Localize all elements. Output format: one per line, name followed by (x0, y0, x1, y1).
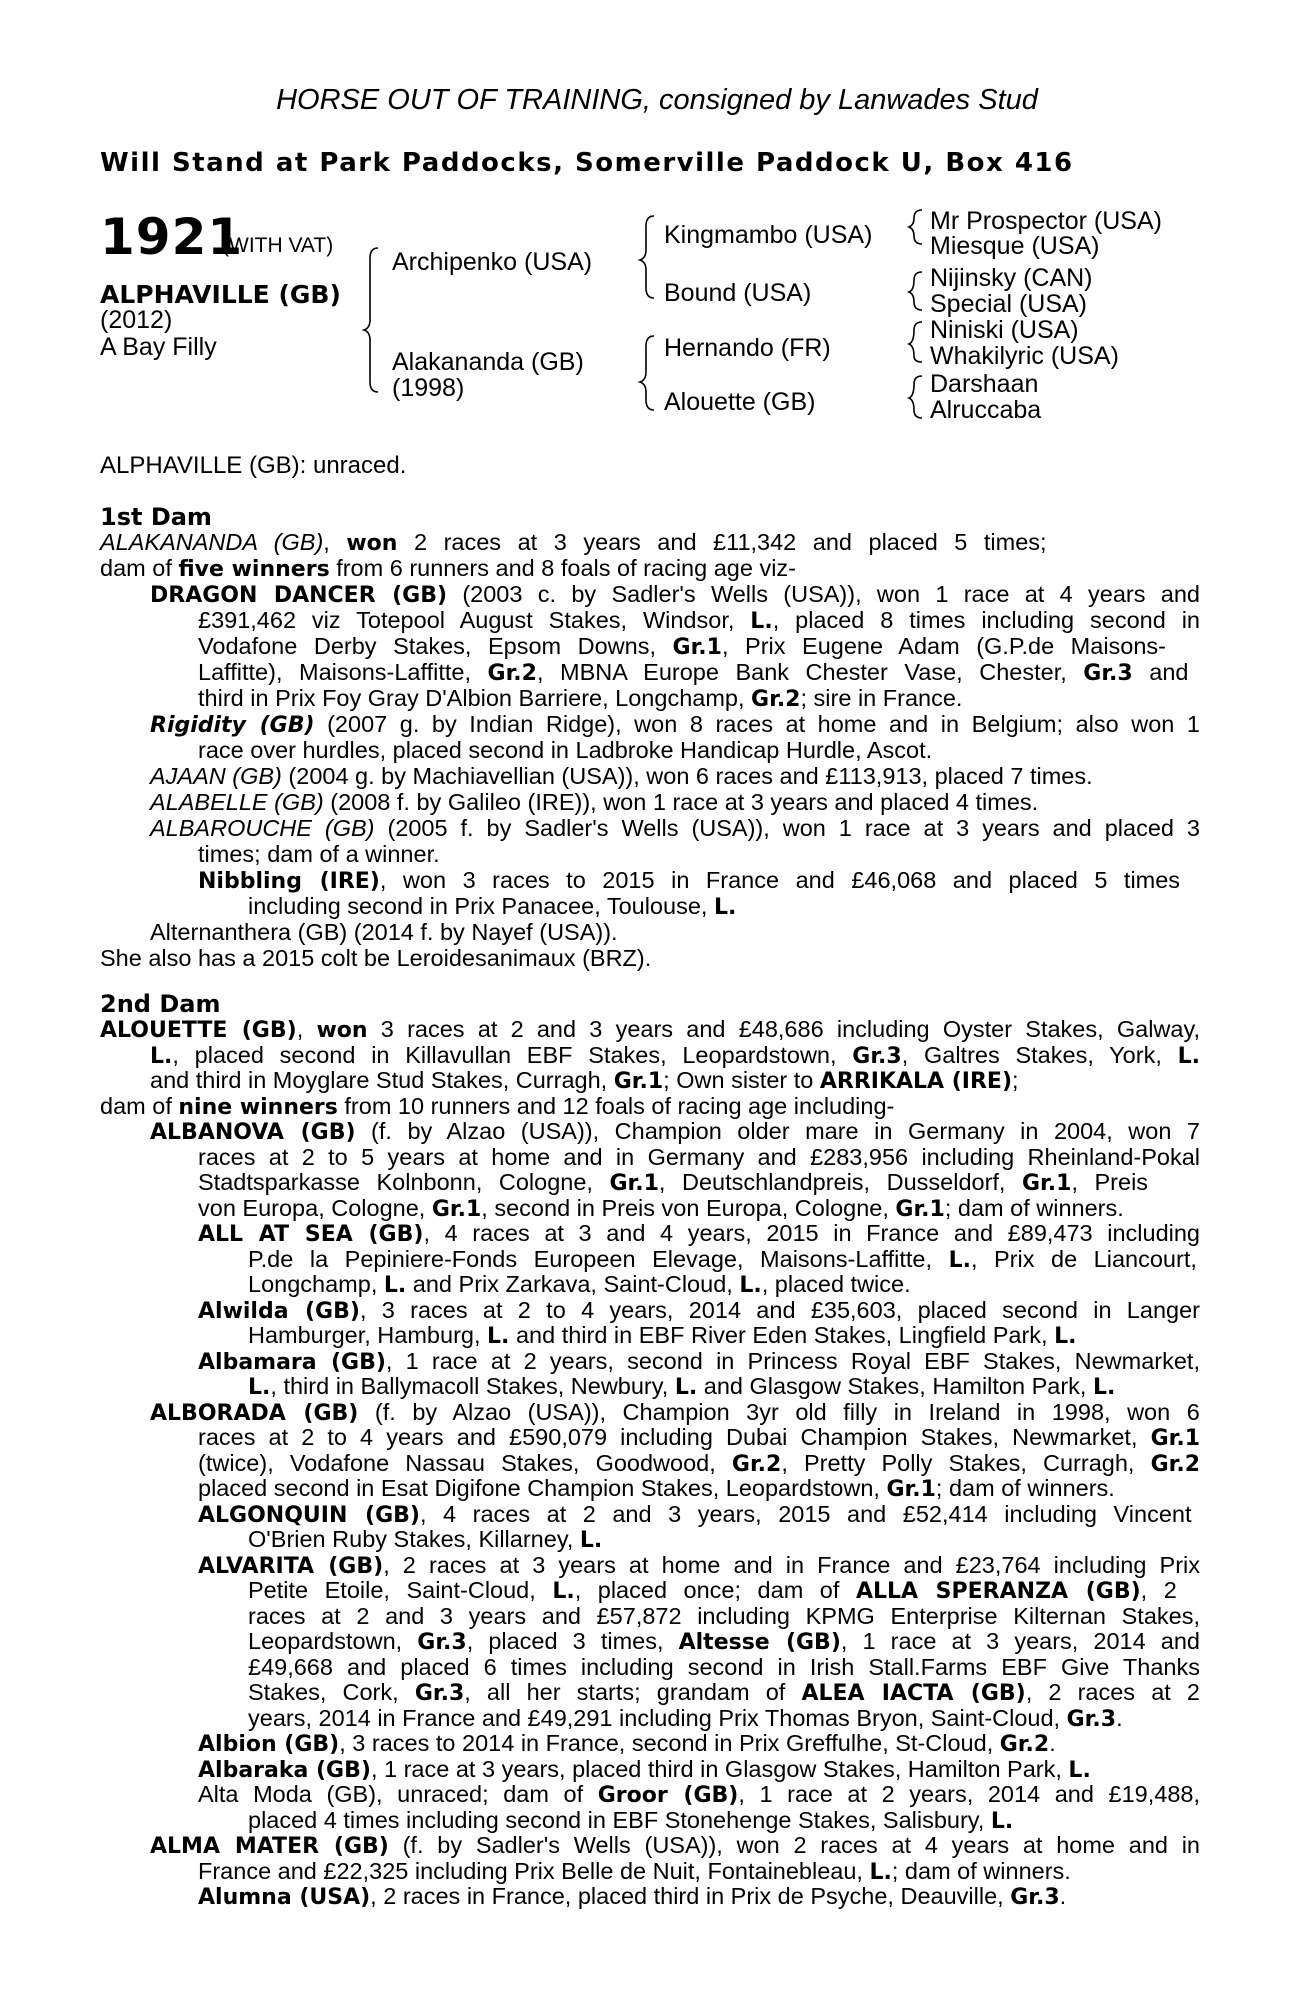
second-dam-line (198, 1475, 1115, 1503)
text-run: Alta Moda (GB), unraced; dam of (198, 1781, 598, 1807)
emphasis-run: won (346, 531, 398, 556)
pedigree-gen3-6: Whakilyric (USA) (930, 342, 1119, 370)
emphasis-run: Gr.2 (751, 687, 801, 712)
emphasis-run: Gr.1 (1022, 1171, 1072, 1196)
emphasis-run: Albamara (GB) (198, 1349, 386, 1375)
text-run: , Galtres Stakes, York, (901, 1041, 1178, 1068)
text-run: dam of (100, 1092, 179, 1119)
second-dam-line (198, 1883, 1066, 1911)
emphasis-run: Alumna (USA) (198, 1885, 371, 1910)
lot-number: 1921 (100, 208, 244, 266)
emphasis-run: nine winners (178, 1094, 338, 1120)
text-run: , second in Preis von Europa, Cologne, (481, 1194, 896, 1221)
text-run: years, 2014 in France and £49,291 including Prix Thomas Bryon, Saint-Cloud, (248, 1704, 1067, 1731)
second-dam-line (198, 1450, 1200, 1478)
second-dam-heading: 2nd Dam (100, 990, 221, 1018)
first-dam-line (150, 581, 1200, 609)
first-dam-line (198, 659, 1188, 687)
pedigree-dam-year: (1998) (392, 374, 465, 402)
text-run: placed second in Esat Digifone Champion Stakes, Leopardstown, (198, 1475, 887, 1501)
text-run: 2 races at 3 years and £11,342 and placed 5 times; (397, 529, 1047, 555)
text-run: and Prix Zarkava, Saint-Cloud, (406, 1271, 740, 1297)
second-dam-line (248, 1577, 1177, 1605)
emphasis-run: Gr.2 (1150, 1451, 1200, 1477)
first-dam-line (150, 763, 1093, 789)
text-run: ; (1012, 1067, 1019, 1093)
horse-name: ALPHAVILLE (GB) (100, 280, 341, 309)
emphasis-run: L. (248, 1375, 271, 1400)
text-run: Hamburger, Hamburg, (248, 1322, 488, 1348)
text-run: times; dam of a winner. (198, 841, 440, 867)
emphasis-run: ALEA IACTA (GB) (801, 1681, 1026, 1706)
emphasis-run: Gr.1 (613, 1069, 664, 1094)
emphasis-run: ALMA MATER (GB) (150, 1834, 389, 1859)
first-dam-heading: 1st Dam (100, 503, 212, 531)
text-run: O'Brien Ruby Stakes, Killarney, (248, 1526, 580, 1552)
text-run: . (1049, 1730, 1056, 1756)
second-dam-line (150, 1399, 1200, 1427)
text-run: (2004 g. by Machiavellian (USA)), won 6 races and £113,913, placed 7 times. (281, 763, 1093, 789)
text-run: races at 2 to 4 years and £590,079 including Dubai Champion Stakes, Newmarket, (198, 1424, 1151, 1450)
text-run: and (1132, 659, 1189, 685)
pedigree-gen3-7: Darshaan (930, 370, 1039, 398)
emphasis-run: Gr.2 (487, 661, 537, 686)
emphasis-run: Gr.3 (414, 1681, 465, 1706)
text-run: P.de la Pepiniere-Fonds Europeen Elevage, Maisons-Laffitte, (248, 1245, 949, 1272)
text-run: , 1 race at 2 years, second in Princess Royal EBF Stakes, Newmarket, (385, 1347, 1200, 1374)
text-run: , 1 race at 2 years, 2014 and £19,488, (738, 1781, 1200, 1807)
first-dam-line (198, 841, 440, 867)
race-record: ALPHAVILLE (GB): unraced. (100, 452, 407, 479)
first-dam-line (150, 919, 618, 945)
emphasis-run: Rigidity (GB) (150, 713, 315, 738)
pedigree-gen3-2: Miesque (USA) (930, 232, 1100, 260)
text-run: (2007 g. by Indian Ridge), won 8 races at home and in Belgium; also won 1 (314, 711, 1200, 737)
text-run: 3 races at 2 and 3 years and £48,686 including Oyster Stakes, Galway, (367, 1016, 1200, 1042)
emphasis-run: Gr.1 (431, 1196, 482, 1222)
text-run: She also has a 2015 colt be Leroidesanimaux (BRZ). (100, 945, 652, 971)
text-run: Leopardstown, (248, 1628, 418, 1654)
stand-location: Will Stand at Park Paddocks, Somerville Paddock U, Box 416 (100, 148, 1074, 178)
text-run: third in Prix Foy Gray D'Albion Barriere, Longchamp, (198, 685, 752, 711)
text-run: , placed twice. (761, 1271, 911, 1297)
emphasis-run: Gr.2 (999, 1732, 1050, 1757)
pedigree-gen3-8: Alruccaba (930, 396, 1042, 424)
text-run: , won 3 races to 2015 in France and £46,068 and placed 5 times (379, 867, 1181, 893)
text-run: , Prix Eugene Adam (G.P.de Maisons- (721, 633, 1167, 659)
text-run: ; sire in France. (800, 685, 963, 711)
text-run: ; dam of winners. (891, 1857, 1071, 1884)
first-dam-line (150, 711, 1200, 739)
second-dam-line (150, 1042, 1200, 1070)
second-dam-line (198, 1297, 1200, 1325)
first-dam-line (198, 737, 932, 763)
text-run: , 4 races at 2 and 3 years, 2015 and £52,414 including Vincent (419, 1500, 1192, 1527)
second-dam-line (198, 1756, 1091, 1784)
second-dam-line (150, 1067, 1019, 1095)
second-dam-line (198, 1195, 1124, 1223)
second-dam-line (198, 1220, 1200, 1248)
text-run: , Prix de Liancourt, (970, 1245, 1197, 1272)
text-run: , (323, 529, 347, 555)
second-dam-line (198, 1169, 1148, 1197)
emphasis-run: Gr.3 (852, 1043, 902, 1069)
emphasis-run: won (316, 1018, 368, 1043)
emphasis-run: L. (739, 1273, 762, 1298)
emphasis-run: Altesse (GB) (678, 1630, 841, 1655)
text-run: , 3 races to 2014 in France, second in Prix Greffulhe, St-Cloud, (339, 1730, 1000, 1756)
emphasis-run: Albion (GB) (198, 1732, 340, 1757)
second-dam-line (248, 1246, 1197, 1274)
text-run: Stadtsparkasse Kolnbonn, Cologne, (198, 1169, 610, 1195)
second-dam-line (198, 1552, 1200, 1580)
emphasis-run: ALABELLE (GB) (150, 789, 324, 815)
emphasis-run: L. (1068, 1757, 1091, 1783)
text-run: £49,668 and placed 6 times including second in Irish Stall.Farms EBF Give Thanks (248, 1653, 1200, 1680)
emphasis-run: L. (674, 1375, 698, 1400)
emphasis-run: L. (150, 1043, 173, 1069)
text-run: Alternanthera (GB) (2014 f. by Nayef (USA)). (150, 919, 618, 945)
second-dam-line (198, 1144, 1200, 1170)
emphasis-run: DRAGON DANCER (GB) (150, 583, 448, 608)
text-run: (2005 f. by Sadler's Wells (USA)), won 1 race at 3 years and placed 3 (374, 815, 1200, 841)
emphasis-run: ALAKANANDA (GB) (100, 529, 324, 555)
second-dam-line (100, 1093, 894, 1121)
text-run: (2003 c. by Sadler's Wells (USA)), won 1 race at 4 years and (447, 581, 1200, 607)
text-run: from 6 runners and 8 foals of racing age viz- (329, 555, 796, 581)
second-dam-line (248, 1654, 1200, 1680)
text-run: from 10 runners and 12 foals of racing age including- (337, 1092, 895, 1119)
pedigree-sire-dam: Bound (USA) (664, 279, 812, 307)
emphasis-run: L. (552, 1579, 575, 1604)
text-run: Vodafone Derby Stakes, Epsom Downs, (198, 633, 673, 659)
second-dam-line (198, 1858, 1071, 1886)
emphasis-run: L. (713, 895, 737, 920)
text-run: and third in Moyglare Stud Stakes, Curragh, (150, 1067, 614, 1093)
text-run: , 2 races in France, placed third in Prix de Psyche, Deauville, (370, 1883, 1011, 1909)
text-run: , (296, 1016, 317, 1042)
emphasis-run: Gr.1 (1150, 1426, 1200, 1451)
second-dam-line (248, 1628, 1200, 1656)
horse-year: (2012) (100, 306, 173, 334)
emphasis-run: ARRIKALA (IRE) (819, 1069, 1013, 1094)
text-run: . (1059, 1883, 1067, 1909)
text-run: , MBNA Europe Bank Chester Vase, Chester, (536, 659, 1084, 685)
vat-note: (WITH VAT) (222, 234, 334, 257)
pedigree-gen3-1: Mr Prospector (USA) (930, 207, 1162, 235)
second-dam-line (248, 1679, 1200, 1707)
text-run: ; Own sister to (663, 1067, 820, 1093)
page-title: HORSE OUT OF TRAINING, consigned by Lanwades Stud (276, 84, 1038, 116)
text-run: dam of (100, 555, 179, 581)
second-dam-line (198, 1348, 1200, 1376)
text-run: Stakes, Cork, (248, 1679, 415, 1705)
text-run: , 1 race at 3 years, placed third in Glasgow Stakes, Hamilton Park, (370, 1755, 1069, 1782)
text-run: races at 2 and 3 years and £57,872 including KPMG Enterprise Kilternan Stakes, (248, 1602, 1200, 1629)
first-dam-line (150, 789, 1038, 815)
second-dam-line (198, 1781, 1200, 1809)
horse-description: A Bay Filly (100, 333, 217, 361)
text-run: , placed 3 times, (466, 1628, 679, 1654)
emphasis-run: ALBAROUCHE (GB) (150, 815, 375, 841)
text-run: and third in EBF River Eden Stakes, Lingfield Park, (509, 1322, 1055, 1348)
text-run: Laffitte), Maisons-Laffitte, (198, 659, 488, 685)
first-dam-line (198, 685, 962, 713)
text-run: , 2 (1140, 1577, 1177, 1603)
second-dam-line (248, 1705, 1123, 1733)
emphasis-run: L. (1092, 1375, 1116, 1400)
pedigree-gen3-5: Niniski (USA) (930, 316, 1079, 344)
emphasis-run: Gr.1 (609, 1171, 659, 1196)
text-run: (twice), Vodafone Nassau Stakes, Goodwood, (198, 1449, 732, 1476)
emphasis-run: Gr.3 (417, 1630, 467, 1655)
text-run: including second in Prix Panacee, Toulouse, (248, 893, 714, 919)
emphasis-run: Albaraka (GB) (198, 1757, 371, 1783)
emphasis-run: ALGONQUIN (GB) (198, 1502, 420, 1528)
emphasis-run: Gr.1 (886, 1477, 936, 1502)
text-run: France and £22,325 including Prix Belle de Nuit, Fontainebleau, (198, 1857, 870, 1884)
emphasis-run: L. (948, 1247, 971, 1273)
text-run: , all her starts; grandam of (464, 1679, 802, 1705)
text-run: (f. by Alzao (USA)), Champion older mare in Germany in 2004, won 7 (355, 1118, 1200, 1144)
pedigree-sire: Archipenko (USA) (392, 248, 593, 276)
emphasis-run: Groor (GB) (597, 1783, 739, 1808)
text-run: £391,462 viz Totepool August Stakes, Windsor, (198, 607, 751, 633)
emphasis-run: L. (1177, 1043, 1200, 1069)
text-run: , placed second in Killavullan EBF Stakes, Leopardstown, (172, 1041, 853, 1068)
emphasis-run: Gr.3 (1066, 1706, 1117, 1732)
second-dam-line (150, 1118, 1200, 1146)
pedigree-gen3-3: Nijinsky (CAN) (930, 264, 1093, 292)
emphasis-run: ALBORADA (GB) (150, 1400, 359, 1426)
text-run: placed 4 times including second in EBF Stonehenge Stakes, Salisbury, (248, 1806, 991, 1833)
emphasis-run: Alwilda (GB) (198, 1298, 360, 1324)
emphasis-run: L. (750, 609, 773, 634)
emphasis-run: Nibbling (IRE) (198, 869, 380, 894)
second-dam-line (248, 1603, 1200, 1629)
first-dam-line (150, 815, 1200, 841)
text-run: ; dam of winners. (944, 1194, 1124, 1221)
emphasis-run: L. (1054, 1324, 1077, 1349)
emphasis-run: L. (990, 1808, 1014, 1834)
emphasis-run: Gr.2 (731, 1451, 782, 1477)
emphasis-run: L. (487, 1324, 510, 1349)
second-dam-line (198, 1501, 1192, 1529)
emphasis-run: ALVARITA (GB) (198, 1553, 384, 1579)
text-run: , Preis (1071, 1169, 1149, 1195)
emphasis-run: L. (383, 1273, 407, 1298)
text-run: , Pretty Polly Stakes, Curragh, (781, 1449, 1151, 1476)
text-run: (f. by Sadler's Wells (USA)), won 2 races at 4 years at home and in (388, 1832, 1201, 1858)
second-dam-line (248, 1373, 1115, 1401)
first-dam-line (248, 893, 736, 921)
text-run: , Deutschlandpreis, Dusseldorf, (658, 1169, 1022, 1195)
emphasis-run: Gr.3 (1010, 1885, 1060, 1910)
text-run: , placed 8 times including second in (772, 607, 1200, 633)
emphasis-run: L. (579, 1528, 603, 1553)
text-run: . (1116, 1704, 1123, 1731)
text-run: Petite Etoile, Saint-Cloud, (248, 1577, 553, 1603)
emphasis-run: ALOUETTE (GB) (100, 1018, 297, 1043)
emphasis-run: ALBANOVA (GB) (150, 1120, 356, 1145)
pedigree-sire-sire: Kingmambo (USA) (664, 221, 873, 249)
text-run: , 1 race at 3 years, 2014 and (840, 1628, 1201, 1654)
text-run: , 4 races at 3 and 4 years, 2015 in France and £89,473 including (423, 1220, 1200, 1246)
emphasis-run: ALLA SPERANZA (GB) (855, 1579, 1141, 1604)
text-run: ; dam of winners. (935, 1475, 1115, 1501)
text-run: Longchamp, (248, 1271, 384, 1297)
first-dam-line (100, 529, 1047, 557)
first-dam-line (100, 555, 796, 583)
first-dam-line (198, 633, 1166, 661)
second-dam-line (248, 1526, 602, 1554)
text-run: , third in Ballymacoll Stakes, Newbury, (270, 1373, 675, 1399)
pedigree-dam-sire: Hernando (FR) (664, 334, 831, 362)
second-dam-line (198, 1424, 1200, 1452)
second-dam-line (150, 1832, 1200, 1860)
emphasis-run: L. (869, 1859, 892, 1885)
text-run: , 3 races at 2 to 4 years, 2014 and £35,603, placed second in Langer (359, 1296, 1200, 1323)
pedigree-gen3-4: Special (USA) (930, 290, 1087, 318)
second-dam-line (198, 1730, 1056, 1758)
text-run: , 2 races at 3 years at home and in France and £23,764 including Prix (383, 1551, 1201, 1578)
first-dam-line (100, 945, 651, 971)
text-run: , 2 races at 2 (1025, 1679, 1200, 1705)
emphasis-run: Gr.1 (672, 635, 722, 660)
first-dam-line (198, 867, 1180, 895)
emphasis-run: five winners (178, 557, 330, 582)
text-run: (2008 f. by Galileo (IRE)), won 1 race at 3 years and placed 4 times. (323, 789, 1039, 815)
text-run: von Europa, Cologne, (198, 1194, 432, 1221)
second-dam-line (100, 1016, 1200, 1044)
pedigree-dam-dam: Alouette (GB) (664, 388, 816, 416)
text-run: race over hurdles, placed second in Ladbroke Handicap Hurdle, Ascot. (198, 737, 933, 763)
emphasis-run: Gr.3 (1083, 661, 1133, 686)
emphasis-run: ALL AT SEA (GB) (198, 1222, 424, 1247)
emphasis-run: Gr.1 (895, 1196, 945, 1222)
pedigree-dam: Alakananda (GB) (392, 348, 584, 376)
text-run: and Glasgow Stakes, Hamilton Park, (697, 1373, 1093, 1399)
second-dam-line (248, 1322, 1077, 1350)
second-dam-line (248, 1271, 911, 1299)
first-dam-line (198, 607, 1200, 635)
text-run: (f. by Alzao (USA)), Champion 3yr old filly in Ireland in 1998, won 6 (358, 1398, 1200, 1425)
second-dam-line (248, 1807, 1013, 1835)
text-run: races at 2 to 5 years at home and in Germany and £283,956 including Rheinland-Pokal (198, 1143, 1200, 1170)
text-run: , placed once; dam of (574, 1577, 856, 1603)
emphasis-run: AJAAN (GB) (150, 763, 282, 789)
